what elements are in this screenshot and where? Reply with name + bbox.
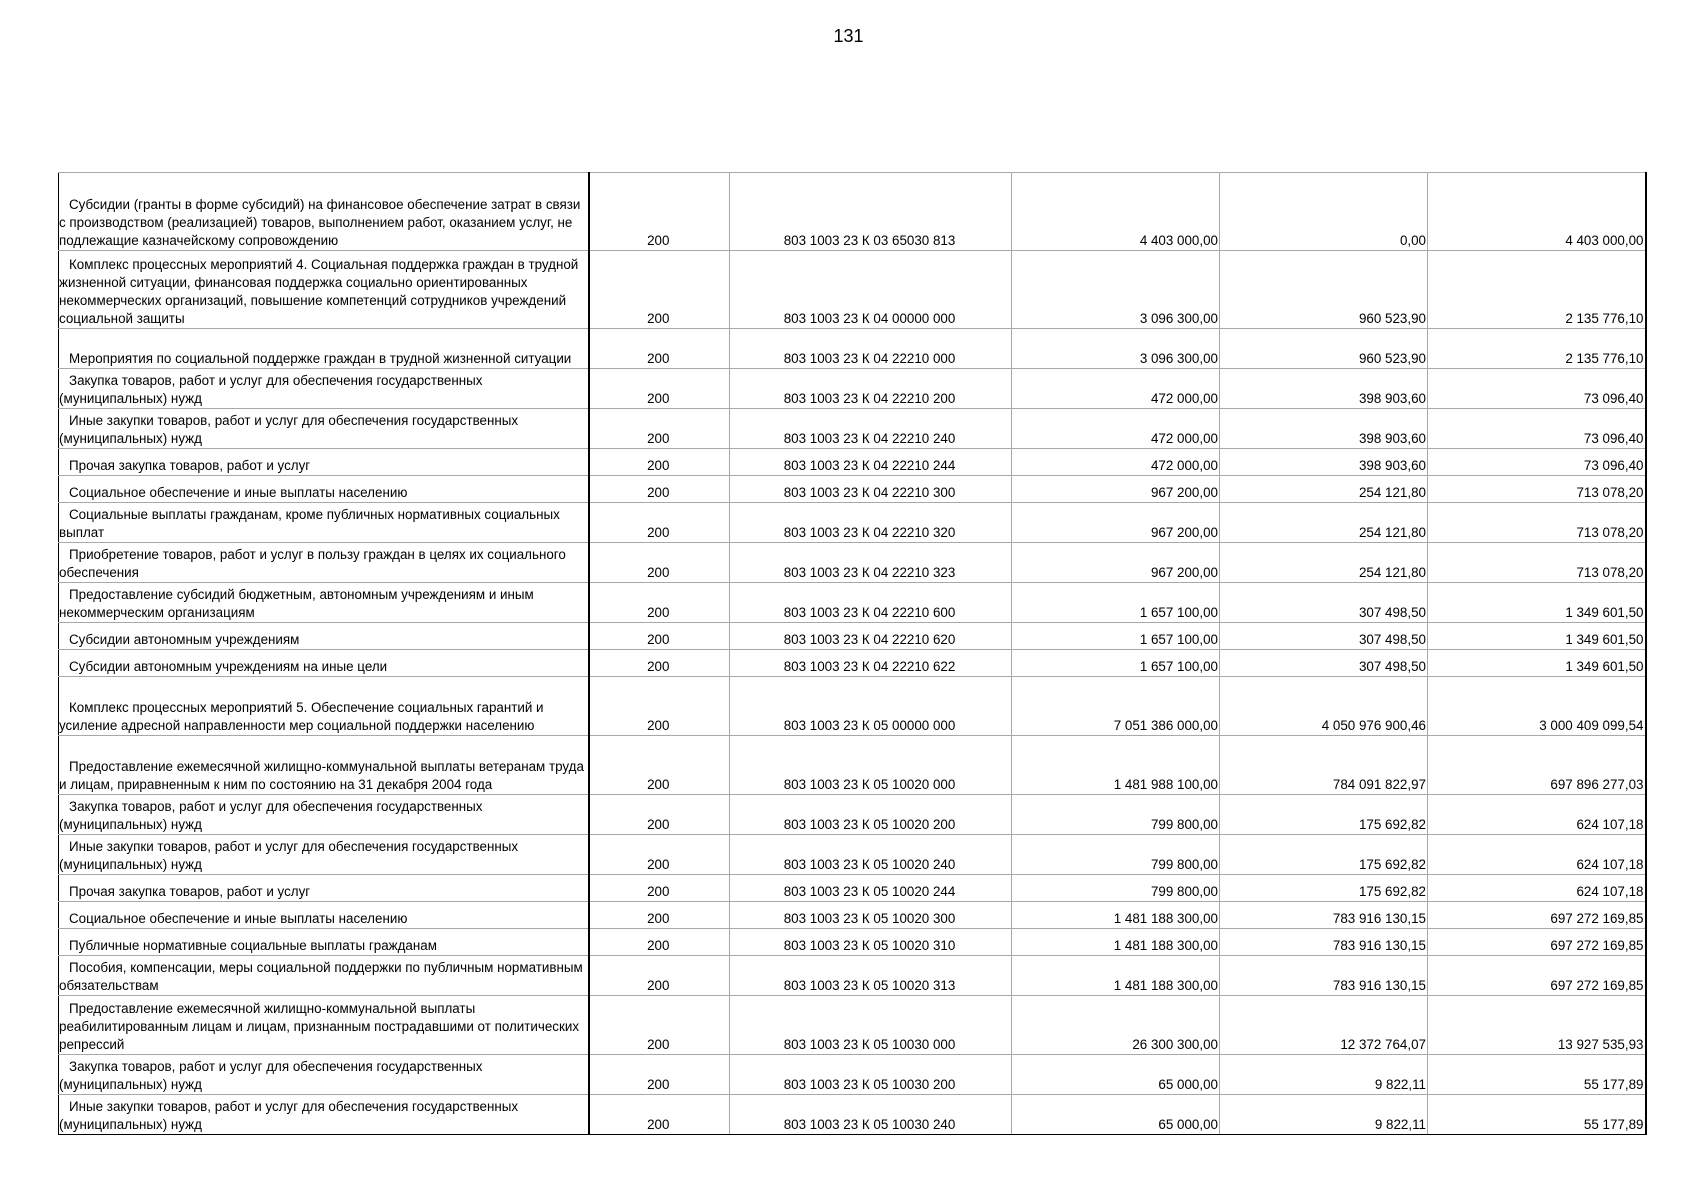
table-row: [59, 543, 1646, 583]
row-name-text: Субсидии (гранты в форме субсидий) на финансовое обеспечение затрат в связи с производством (реализацией) товаров, выполнением работ, оказанием услуг, не подлежащие казначейскому сопровождению: [59, 197, 581, 248]
row-approved-amount: 1 657 100,00: [1012, 583, 1220, 623]
table-row: [59, 795, 1646, 835]
row-indicator-code: 200: [589, 623, 730, 650]
row-approved-amount: 967 200,00: [1012, 476, 1220, 503]
row-indicator-code: 200: [589, 173, 730, 251]
row-unexecuted-amount: 697 272 169,85: [1428, 902, 1646, 929]
row-indicator-code: 200: [589, 251, 730, 329]
row-approved-amount: 26 300 300,00: [1012, 996, 1220, 1055]
row-budget-code: 803 1003 23 К 05 10020 000: [730, 736, 1012, 795]
row-budget-code: 803 1003 23 К 04 22210 622: [730, 650, 1012, 677]
row-unexecuted-amount: 73 096,40: [1428, 409, 1646, 449]
row-name-text: Закупка товаров, работ и услуг для обеспечения государственных (муниципальных) нужд: [59, 373, 483, 406]
row-budget-code: 803 1003 23 К 05 10020 200: [730, 795, 1012, 835]
row-approved-amount: 1 481 188 300,00: [1012, 902, 1220, 929]
row-executed-amount: 254 121,80: [1220, 503, 1428, 543]
row-unexecuted-amount: 697 272 169,85: [1428, 956, 1646, 996]
row-name-text: Закупка товаров, работ и услуг для обеспечения государственных (муниципальных) нужд: [59, 1059, 483, 1092]
table-row: [59, 583, 1646, 623]
row-indicator-code: 200: [589, 369, 730, 409]
table-row: [59, 1095, 1646, 1135]
row-executed-amount: 12 372 764,07: [1220, 996, 1428, 1055]
row-executed-amount: 398 903,60: [1220, 449, 1428, 476]
row-name: [59, 650, 589, 677]
row-approved-amount: 1 657 100,00: [1012, 623, 1220, 650]
row-name: [59, 1095, 589, 1135]
row-name: [59, 623, 589, 650]
row-budget-code: 803 1003 23 К 04 22210 240: [730, 409, 1012, 449]
row-name-text: Прочая закупка товаров, работ и услуг: [69, 884, 311, 899]
row-approved-amount: 967 200,00: [1012, 543, 1220, 583]
row-indicator-code: 200: [589, 409, 730, 449]
row-indicator-code: 200: [589, 929, 730, 956]
row-indicator-code: 200: [589, 503, 730, 543]
row-executed-amount: 175 692,82: [1220, 835, 1428, 875]
row-indicator-code: 200: [589, 736, 730, 795]
row-name-text: Комплекс процессных мероприятий 4. Социальная поддержка граждан в трудной жизненной ситуации, финансовая поддержка социально ориентированных некоммерческих организаций, повышение компетенций сотрудников учреждений социальной защиты: [59, 257, 579, 326]
row-unexecuted-amount: 4 403 000,00: [1428, 173, 1646, 251]
table-row: [59, 1055, 1646, 1095]
row-budget-code: 803 1003 23 К 05 10030 200: [730, 1055, 1012, 1095]
row-name-text: Пособия, компенсации, меры социальной поддержки по публичным нормативным обязательствам: [59, 960, 583, 993]
row-indicator-code: 200: [589, 956, 730, 996]
row-executed-amount: 960 523,90: [1220, 329, 1428, 369]
row-name: [59, 902, 589, 929]
row-indicator-code: 200: [589, 677, 730, 736]
row-approved-amount: 1 657 100,00: [1012, 650, 1220, 677]
row-name-text: Иные закупки товаров, работ и услуг для обеспечения государственных (муниципальных) нужд: [59, 413, 519, 446]
row-name-text: Публичные нормативные социальные выплаты гражданам: [69, 938, 437, 953]
row-unexecuted-amount: 624 107,18: [1428, 835, 1646, 875]
table-row: [59, 929, 1646, 956]
row-name: [59, 1055, 589, 1095]
table-row: [59, 173, 1646, 251]
row-executed-amount: 254 121,80: [1220, 543, 1428, 583]
table-row: [59, 902, 1646, 929]
row-unexecuted-amount: 624 107,18: [1428, 875, 1646, 902]
row-unexecuted-amount: 73 096,40: [1428, 369, 1646, 409]
table-row: [59, 449, 1646, 476]
row-name-text: Социальное обеспечение и иные выплаты населению: [69, 485, 408, 500]
row-name: [59, 929, 589, 956]
row-name-text: Закупка товаров, работ и услуг для обеспечения государственных (муниципальных) нужд: [59, 799, 483, 832]
row-name-text: Приобретение товаров, работ и услуг в пользу граждан в целях их социального обеспечения: [59, 547, 566, 580]
row-indicator-code: 200: [589, 875, 730, 902]
row-name-text: Предоставление ежемесячной жилищно-коммунальной выплаты реабилитированным лицам и лицам, признанным пострадавшими от политических репрессий: [59, 1001, 580, 1052]
row-approved-amount: 3 096 300,00: [1012, 251, 1220, 329]
table-row: [59, 623, 1646, 650]
page-number: 131: [833, 26, 864, 46]
row-executed-amount: 783 916 130,15: [1220, 902, 1428, 929]
row-executed-amount: 175 692,82: [1220, 795, 1428, 835]
table-row: [59, 503, 1646, 543]
row-name: [59, 476, 589, 503]
row-name: [59, 251, 589, 329]
row-name: [59, 996, 589, 1055]
row-executed-amount: 307 498,50: [1220, 650, 1428, 677]
row-name: [59, 795, 589, 835]
row-unexecuted-amount: 55 177,89: [1428, 1095, 1646, 1135]
row-name-text: Иные закупки товаров, работ и услуг для обеспечения государственных (муниципальных) нужд: [59, 839, 519, 872]
table-row: [59, 736, 1646, 795]
row-executed-amount: 254 121,80: [1220, 476, 1428, 503]
row-budget-code: 803 1003 23 К 05 10020 240: [730, 835, 1012, 875]
row-unexecuted-amount: 3 000 409 099,54: [1428, 677, 1646, 736]
row-name: [59, 543, 589, 583]
row-unexecuted-amount: 1 349 601,50: [1428, 583, 1646, 623]
row-name-text: Предоставление субсидий бюджетным, автономным учреждениям и иным некоммерческим организациям: [59, 587, 534, 620]
row-indicator-code: 200: [589, 449, 730, 476]
table-row: [59, 476, 1646, 503]
table-row: [59, 835, 1646, 875]
row-budget-code: 803 1003 23 К 04 22210 200: [730, 369, 1012, 409]
row-approved-amount: 4 403 000,00: [1012, 173, 1220, 251]
row-indicator-code: 200: [589, 650, 730, 677]
row-name-text: Социальные выплаты гражданам, кроме публичных нормативных социальных выплат: [59, 507, 560, 540]
row-budget-code: 803 1003 23 К 05 10020 310: [730, 929, 1012, 956]
row-executed-amount: 960 523,90: [1220, 251, 1428, 329]
row-unexecuted-amount: 697 896 277,03: [1428, 736, 1646, 795]
row-approved-amount: 799 800,00: [1012, 875, 1220, 902]
row-executed-amount: 783 916 130,15: [1220, 956, 1428, 996]
row-approved-amount: 799 800,00: [1012, 835, 1220, 875]
row-name: [59, 449, 589, 476]
row-unexecuted-amount: 713 078,20: [1428, 503, 1646, 543]
row-indicator-code: 200: [589, 1055, 730, 1095]
row-unexecuted-amount: 1 349 601,50: [1428, 623, 1646, 650]
row-indicator-code: 200: [589, 329, 730, 369]
row-budget-code: 803 1003 23 К 04 00000 000: [730, 251, 1012, 329]
table-row: [59, 329, 1646, 369]
row-name: [59, 173, 589, 251]
row-name: [59, 677, 589, 736]
row-executed-amount: 4 050 976 900,46: [1220, 677, 1428, 736]
table-row: [59, 996, 1646, 1055]
row-executed-amount: 307 498,50: [1220, 583, 1428, 623]
row-indicator-code: 200: [589, 902, 730, 929]
row-budget-code: 803 1003 23 К 04 22210 323: [730, 543, 1012, 583]
row-name: [59, 835, 589, 875]
table-row: [59, 875, 1646, 902]
row-approved-amount: 65 000,00: [1012, 1095, 1220, 1135]
row-name: [59, 875, 589, 902]
row-budget-code: 803 1003 23 К 05 10020 300: [730, 902, 1012, 929]
table-row: [59, 956, 1646, 996]
row-budget-code: 803 1003 23 К 05 10020 313: [730, 956, 1012, 996]
table-row: [59, 409, 1646, 449]
table-row: [59, 251, 1646, 329]
row-executed-amount: 784 091 822,97: [1220, 736, 1428, 795]
row-name: [59, 503, 589, 543]
row-approved-amount: 472 000,00: [1012, 409, 1220, 449]
row-unexecuted-amount: 1 349 601,50: [1428, 650, 1646, 677]
row-executed-amount: 175 692,82: [1220, 875, 1428, 902]
budget-execution-table: [58, 172, 1647, 1135]
row-name-text: Иные закупки товаров, работ и услуг для обеспечения государственных (муниципальных) нужд: [59, 1099, 519, 1132]
row-approved-amount: 799 800,00: [1012, 795, 1220, 835]
row-indicator-code: 200: [589, 583, 730, 623]
row-budget-code: 803 1003 23 К 03 65030 813: [730, 173, 1012, 251]
row-unexecuted-amount: 2 135 776,10: [1428, 329, 1646, 369]
row-unexecuted-amount: 13 927 535,93: [1428, 996, 1646, 1055]
row-budget-code: 803 1003 23 К 05 00000 000: [730, 677, 1012, 736]
row-approved-amount: 1 481 988 100,00: [1012, 736, 1220, 795]
row-name-text: Предоставление ежемесячной жилищно-коммунальной выплаты ветеранам труда и лицам, приравненным к ним по состоянию на 31 декабря 2004 года: [59, 759, 584, 792]
row-unexecuted-amount: 73 096,40: [1428, 449, 1646, 476]
row-approved-amount: 65 000,00: [1012, 1055, 1220, 1095]
row-approved-amount: 472 000,00: [1012, 449, 1220, 476]
row-unexecuted-amount: 55 177,89: [1428, 1055, 1646, 1095]
row-budget-code: 803 1003 23 К 04 22210 300: [730, 476, 1012, 503]
row-indicator-code: 200: [589, 1095, 730, 1135]
row-approved-amount: 3 096 300,00: [1012, 329, 1220, 369]
row-approved-amount: 7 051 386 000,00: [1012, 677, 1220, 736]
row-indicator-code: 200: [589, 795, 730, 835]
row-indicator-code: 200: [589, 835, 730, 875]
row-name: [59, 369, 589, 409]
row-name-text: Мероприятия по социальной поддержке граждан в трудной жизненной ситуации: [69, 351, 572, 366]
row-name-text: Комплекс процессных мероприятий 5. Обеспечение социальных гарантий и усиление адресной направленности мер социальной поддержки населению: [59, 700, 544, 733]
row-budget-code: 803 1003 23 К 04 22210 320: [730, 503, 1012, 543]
row-executed-amount: 9 822,11: [1220, 1055, 1428, 1095]
row-name: [59, 956, 589, 996]
row-indicator-code: 200: [589, 996, 730, 1055]
row-executed-amount: 398 903,60: [1220, 369, 1428, 409]
row-budget-code: 803 1003 23 К 04 22210 620: [730, 623, 1012, 650]
row-name: [59, 409, 589, 449]
row-executed-amount: 9 822,11: [1220, 1095, 1428, 1135]
row-executed-amount: 398 903,60: [1220, 409, 1428, 449]
row-name: [59, 736, 589, 795]
row-budget-code: 803 1003 23 К 04 22210 244: [730, 449, 1012, 476]
row-name-text: Субсидии автономным учреждениям на иные цели: [69, 659, 388, 674]
table-row: [59, 677, 1646, 736]
row-unexecuted-amount: 713 078,20: [1428, 543, 1646, 583]
row-unexecuted-amount: 697 272 169,85: [1428, 929, 1646, 956]
table-row: [59, 369, 1646, 409]
row-approved-amount: 1 481 188 300,00: [1012, 956, 1220, 996]
row-name-text: Субсидии автономным учреждениям: [69, 632, 300, 647]
row-budget-code: 803 1003 23 К 04 22210 000: [730, 329, 1012, 369]
row-unexecuted-amount: 624 107,18: [1428, 795, 1646, 835]
table-row: [59, 650, 1646, 677]
row-approved-amount: 472 000,00: [1012, 369, 1220, 409]
row-executed-amount: 783 916 130,15: [1220, 929, 1428, 956]
row-name-text: Прочая закупка товаров, работ и услуг: [69, 458, 311, 473]
row-approved-amount: 967 200,00: [1012, 503, 1220, 543]
row-name: [59, 583, 589, 623]
row-unexecuted-amount: 713 078,20: [1428, 476, 1646, 503]
row-executed-amount: 307 498,50: [1220, 623, 1428, 650]
row-indicator-code: 200: [589, 543, 730, 583]
row-budget-code: 803 1003 23 К 05 10030 240: [730, 1095, 1012, 1135]
row-unexecuted-amount: 2 135 776,10: [1428, 251, 1646, 329]
row-budget-code: 803 1003 23 К 04 22210 600: [730, 583, 1012, 623]
row-indicator-code: 200: [589, 476, 730, 503]
table-body: [59, 173, 1646, 1135]
row-budget-code: 803 1003 23 К 05 10030 000: [730, 996, 1012, 1055]
row-executed-amount: 0,00: [1220, 173, 1428, 251]
row-name: [59, 329, 589, 369]
row-budget-code: 803 1003 23 К 05 10020 244: [730, 875, 1012, 902]
row-approved-amount: 1 481 188 300,00: [1012, 929, 1220, 956]
row-name-text: Социальное обеспечение и иные выплаты населению: [69, 911, 408, 926]
